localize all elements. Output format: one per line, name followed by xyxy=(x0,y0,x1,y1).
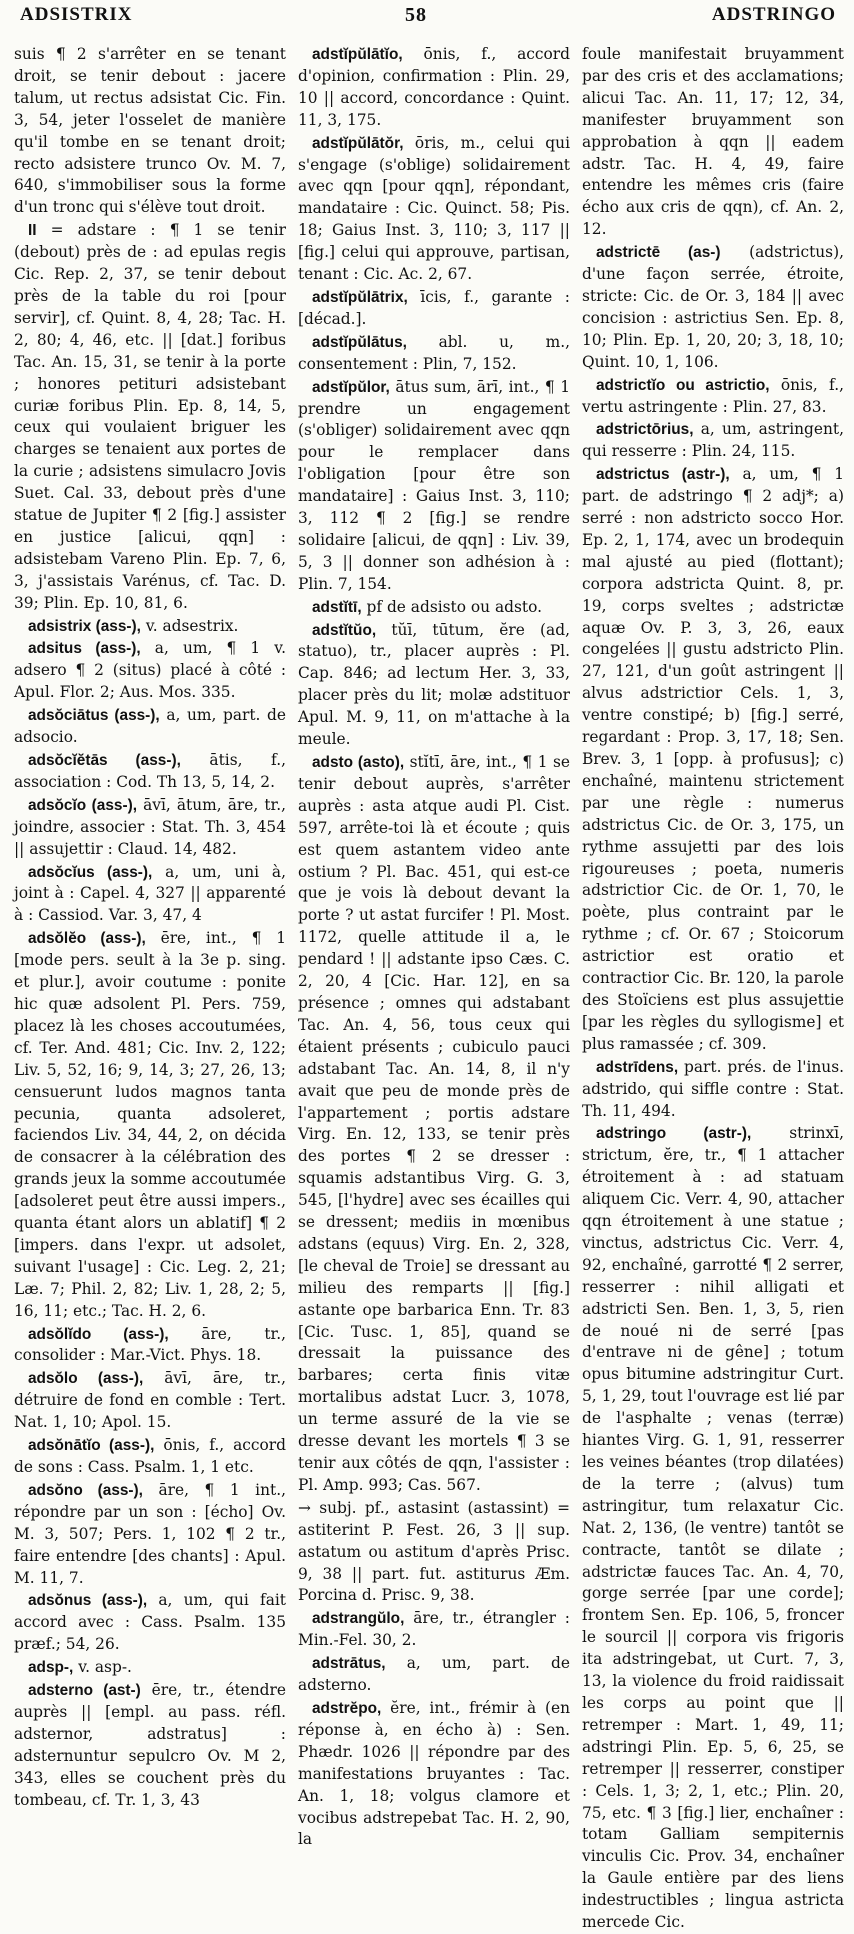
entry-headword: adstrictĭo ou astrictio, xyxy=(596,376,770,394)
dictionary-entry xyxy=(582,1123,844,1934)
entry-headword: adsitus (ass-), xyxy=(28,640,141,658)
running-head-right: ADSTRINGO xyxy=(711,4,836,25)
entry-text: stĭtī, āre, int., ¶ 1 se tenir debout auprès, s'arrêter auprès : asta atque audi Pl. Cist. 597, arrête-toi là et écoute ; quis est quem astantem video ante ostium ? Pl. Bac. 451, qui est-ce que je vois là debout devant la porte ? ut astat furcifer ! Pl. Most. 1172, quelle attitude il a, le pendard ! || adstante ipso Cæs. C. 2, 20, 4 [Cic. Har. 12], en sa présence ; omnes qui adstabant Tac. An. 4, 56, tous ceux qui étaient présents ; cubiculo pauci adstabant Tac. An. 14, 8, il n'y avait que peu de monde près de l'appartement ; portis adstare Virg. En. 12, 133, se tenir près des portes ¶ 2 se dresser : squamis adstantibus Virg. G. 3, 545, [l'hydre] avec ses écailles qui se dressent; mediis in mœnibus adstans (equus) Virg. En. 2, 328, [le cheval de Troie] se dressant au milieu des remparts || [fig.] astante ope barbarica Enn. Tr. 83 [Cic. Tusc. 1, 85], quand se dressait la puissance des barbares; certa finis vitæ mortalibus adstat Lucr. 3, 1078, un terme assuré de la vie se dresse devant les mortels ¶ 3 se tenir aux côtés de qqn, l'assister : Pl. Amp. 993; Cas. 567. xyxy=(298,753,570,1494)
entry-text: a, um, astringent, qui resserre : Plin. 24, 115. xyxy=(582,420,844,461)
entry-headword: adsto (asto), xyxy=(312,754,405,771)
entry-headword: adstringo (astr-), xyxy=(596,1125,752,1143)
entry-headword: adsŏlĕo (ass-), xyxy=(28,930,146,948)
dictionary-entry xyxy=(14,44,286,219)
dictionary-entry xyxy=(14,638,286,704)
dictionary-entry xyxy=(14,1590,286,1656)
entry-text: āvī, ātum, āre, tr., joindre, associer : Stat. Th. 3, 454 || assujettir : Claud. 14, 482. xyxy=(14,795,287,858)
entry-text: abl. u, m., consentement : Plin, 7, 152. xyxy=(298,332,570,373)
entry-headword: adstrictē (as-) xyxy=(596,244,721,262)
entry-headword: adsŏciātus (ass-), xyxy=(28,707,160,725)
dictionary-entry xyxy=(298,1653,570,1697)
dictionary-entry xyxy=(298,332,570,376)
dictionary-entry xyxy=(298,377,570,596)
dictionary-entry xyxy=(14,1368,286,1434)
entry-headword: adstĭtŭo, xyxy=(312,621,377,639)
entry-text: āre, tr., étrangler : Min.-Fel. 30, 2. xyxy=(298,1609,570,1650)
dictionary-entry xyxy=(14,1680,286,1811)
entry-text: part. prés. de l'inus. adstrido, qui siffle contre : Stat. Th. 11, 494. xyxy=(582,1057,844,1120)
column-left xyxy=(14,44,287,1809)
entry-text: a, um, uni à, joint à : Capel. 4, 327 || apparenté à : Cassiod. Var. 3, 47, 4 xyxy=(14,862,286,925)
entry-headword: adsterno (ast-) xyxy=(28,1682,141,1700)
entry-headword: adsistrix (ass-), xyxy=(28,617,141,635)
dictionary-entry xyxy=(298,620,570,751)
entry-headword: adsŏnus (ass-), xyxy=(28,1592,148,1610)
entry-headword: II xyxy=(28,222,37,240)
entry-headword: adstrātus, xyxy=(312,1655,386,1673)
entry-text: ōris, m., celui qui s'engage (s'oblige) solidairement avec qqn [pour qqn], répondant, mandataire : Cic. Quinct. 58; Pis. 18; Gaius Inst. 3, 110; 3, 117 || [fig.] celui qui approuve, partisan, tenant : Cic. Ac. 2, 67. xyxy=(298,133,570,284)
entry-text: a, um, part. de adsterno. xyxy=(298,1654,570,1695)
dictionary-entry xyxy=(14,616,286,638)
entry-headword: adsŏlo (ass-), xyxy=(28,1370,144,1388)
dictionary-entry xyxy=(14,862,286,928)
entry-text: v. adsestrix. xyxy=(145,616,239,635)
page-number: 58 xyxy=(405,4,427,26)
dictionary-entry xyxy=(14,1657,286,1679)
entry-headword: adstĭpŭlor, xyxy=(312,378,390,396)
entry-text: ĕre, int., frémir à (en réponse à, en écho à) : Sen. Phædr. 1026 || répondre par des manifestations bruyantes : Tac. An. 1, 18; volgus clamore et vocibus adstrepebat Tac. H. 2, 90, la xyxy=(298,1698,570,1849)
entry-text: āvī, āre, tr., détruire de fond en comble : Tert. Nat. 1, 10; Apol. 15. xyxy=(14,1369,286,1432)
entry-headword: adstrictōrius, xyxy=(596,421,694,439)
entry-text: ātus sum, ārī, int., ¶ 1 prendre un engagement (s'obliger) solidairement avec qqn pour le remplacer dans l'obligation [pour être son mandataire] : Gaius Inst. 3, 110; 3, 112 ¶ 2 [fig.] se rendre solidaire [alicui, de qqn] : Liv. 39, 5, 3 || donner son adhésion à : Plin. 7, 154. xyxy=(298,377,570,593)
entry-text: strinxī, strictum, ĕre, tr., ¶ 1 attacher étroitement à : ad statuam aliquem Cic. Verr. 4, 90, attacher qqn étroitement à une statue ; vinctus, adstrictus Cic. Verr. 4, 92, enchaîné, garrotté ¶ 2 serrer, resserrer : nihil alligati et adstricti Sen. Ben. 1, 3, 5, rien de noué ni de serré [pas d'entrave ni de gêne] ; totum opus bitumine adstringitur Curt. 5, 1, 29, tout l'ouvrage est lié par de l'asphalte ; venas (terræ) hiantes Virg. G. 1, 91, resserrer les veines béantes (trop dilatées) de la terre ; (alvus) tum astringitur, tum relaxatur Cic. Nat. 2, 136, (le ventre) tantôt se contracte, tantôt se dilate ; adstrictæ fauces Tac. An. 4, 70, gorge serrée [par une corde]; frontem Sen. Ep. 106, 5, froncer le sourcil || corpora vis frigoris ita adstringebat, ut Curt. 7, 3, 13, la violence du froid raidissait les corps au point que || retremper : Mart. 1, 49, 11; adstringi Plin. Ep. 5, 6, 25, se retremper || resserrer, constiper : Cels. 1, 3; 2, 1, etc.; Plin. 20, 75, etc. ¶ 3 [fig.] lier, enchaîner : totam Galliam sempiternis vinculis Cic. Prov. 34, enchaîner la Gaule entière par des liens indestructibles ; lingua astricta mercede Cic. xyxy=(582,1124,844,1932)
entry-headword: adstĭpŭlātĭo, xyxy=(312,46,403,63)
dictionary-entry xyxy=(14,1480,286,1590)
dictionary-entry xyxy=(14,1435,286,1479)
entry-text: tŭī, tūtum, ĕre (ad, statuo), tr., placer auprès : Pl. Cap. 846; ad lectum Her. 3, 33, placer près du lit; molæ adstituor Apul. M. 9, 11, on m'attache à la meule. xyxy=(298,620,570,749)
entry-text: ōnis, f., accord de sons : Cass. Psalm. 1, 1 etc. xyxy=(14,1436,286,1476)
entry-headword: adstĭpŭlātrix, xyxy=(312,288,408,306)
entry-text: a, um, qui fait accord avec : Cass. Psalm. 135 præf.; 54, 26. xyxy=(14,1591,286,1654)
entry-headword: adsp-, xyxy=(28,1659,74,1677)
entry-text: a, um, ¶ 1 v. adsero ¶ 2 (situs) placé à côté : Apul. Flor. 2; Aus. Mos. 335. xyxy=(14,639,286,702)
dictionary-entry xyxy=(582,375,844,419)
entry-headword: adstrīdens, xyxy=(596,1058,679,1076)
entry-text: ātis, f., association : Cod. Th 13, 5, 14, 2. xyxy=(14,751,286,791)
entry-headword: adstrictus (astr-), xyxy=(596,466,730,484)
dictionary-entry xyxy=(582,464,844,1055)
running-head-left: ADSISTRIX xyxy=(20,4,133,25)
page-header xyxy=(0,0,854,36)
entry-text: suis ¶ 2 s'arrêter en se tenant droit, se tenir debout : jacere talum, ut rectus adsistat Cic. Fin. 3, 54, jeter l'osselet de manière qu'il tombe en se tenant droit; recto adsistere trunco Ov. M. 7, 640, s'immobiliser sous la forme d'un tronc qui s'élève tout droit. xyxy=(14,45,286,217)
column-middle xyxy=(298,44,570,1849)
column-right xyxy=(582,44,844,1932)
entry-text: āre, tr., consolider : Mar.-Vict. Phys. 18. xyxy=(14,1324,286,1365)
entry-text: (adstrictus), d'une façon serrée, étroite, stricte: Cic. de Or. 3, 184 || avec concision : astrictius Sen. Ep. 8, 10; Plin. Ep. 1, 20, 20; 3, 18, 10; Quint. 10, 1, 106. xyxy=(582,243,844,371)
dictionary-entry xyxy=(582,44,844,241)
entry-text: → subj. pf., astasint (astassint) = astiterint P. Fest. 26, 3 || sup. astatum ou astitum d'après Prisc. 9, 38 || part. fut. astiturus Æm. Porcina d. Prisc. 9, 38. xyxy=(298,1498,570,1605)
entry-text: pf de adsisto ou adsto. xyxy=(366,597,542,616)
dictionary-entry xyxy=(298,752,570,1497)
dictionary-entry xyxy=(298,1698,570,1851)
dictionary-entry xyxy=(298,133,570,286)
entry-text: foule manifestait bruyamment par des cris et des acclamations; alicui Tac. An. 11, 17; 12, 34, manifester bruyamment son approbation à qqn || eadem adstr. Tac. H. 4, 49, faire entendre les mêmes cris (faire écho aux cris de qqn), cf. An. 2, 12. xyxy=(582,45,844,239)
entry-headword: adstrangŭlo, xyxy=(312,1610,405,1628)
entry-headword: adsŏcĭĕtās (ass-), xyxy=(28,752,181,769)
dictionary-entry xyxy=(14,220,286,614)
dictionary-entry xyxy=(14,750,286,794)
entry-text: ōnis, f., vertu astringente : Plin. 27, 83. xyxy=(582,375,844,416)
entry-headword: adsŏcĭo (ass-), xyxy=(28,796,137,814)
dictionary-entry xyxy=(298,287,570,331)
dictionary-entry xyxy=(14,705,286,749)
entry-text: v. asp-. xyxy=(78,1658,132,1677)
entry-headword: adstĭpŭlātŏr, xyxy=(312,134,404,152)
dictionary-entry xyxy=(298,597,570,619)
entry-headword: adstrĕpo, xyxy=(312,1699,382,1717)
dictionary-entry xyxy=(14,1324,286,1368)
dictionary-entry xyxy=(582,242,844,373)
entry-headword: adstĭpŭlātus, xyxy=(312,333,407,351)
entry-text: ēre, tr., étendre auprès || [empl. au pass. réfl. adsternor, adstratus] : adsternuntur sepulcro Ov. M 2, 343, elles se couchent près du tombeau, cf. Tr. 1, 3, 43 xyxy=(14,1681,286,1809)
entry-headword: adsŏnātĭo (ass-), xyxy=(28,1437,155,1455)
entry-text: ēre, int., ¶ 1 [mode pers. seult à la 3e p. sing. et plur.], avoir coutume : ponite hic quæ adsolent Pl. Pers. 759, placez là les choses accoutumées, cf. Ter. And. 481; Cic. Inv. 2, 122; Liv. 5, 52, 16; 9, 14, 3; 27, 26, 13; censuerunt ludos magnos tanta pecunia, quanta adsoleret, faciendos Liv. 34, 44, 2, on décida de consacrer à la célébration des grands jeux la somme accoutumée [adsoleret peut être aussi impers., quanta étant alors un ablatif] ¶ 2 [impers. dans l'expr. ut adsolet, suivant l'usage] : Cic. Leg. 2, 21; Læ. 7; Phil. 2, 82; Liv. 1, 28, 2; 5, 16, 11; etc.; Tac. H. 2, 6. xyxy=(14,929,287,1320)
dictionary-entry xyxy=(582,419,844,463)
entry-text: ōnis, f., accord d'opinion, confirmation : Plin. 29, 10 || accord, concordance : Quint. 11, 3, 175. xyxy=(298,45,570,129)
dictionary-entry xyxy=(14,795,286,861)
entry-headword: adsŏno (ass-), xyxy=(28,1481,143,1499)
entry-text: a, um, ¶ 1 part. de adstringo ¶ 2 adj*; a) serré : non adstricto socco Hor. Ep. 2, 1, 174, avec un brodequin mal ajusté au pied (flottant); corpora adstricta Quint. 8, pr. 19, corps sveltes ; adstrictæ aquæ Ov. P. 3, 3, 26, eaux congelées || gustu adstricto Plin. 27, 121, d'un goût astringent || alvus adstrictior Cels. 1, 3, ventre constipé; b) [fig.] serré, regardant : Prop. 3, 17, 18; Sen. Brev. 3, 1 [opp. à profusus]; c) enchaîné, maintenu strictement par une règle : numerus adstrictus Cic. de Or. 3, 175, un rythme assujetti par des lois rigoureuses ; poeta, numeris adstrictior Cic. de Or. 1, 70, le poète, plus contraint par le rythme ; cf. Or. 67 ; Stoicorum astrictior est oratio et contractior Cic. Br. 120, la parole des Stoïciens est plus assujettie [par les règles du syllogisme] et plus ramassée ; cf. 309. xyxy=(582,465,844,1053)
entry-text: āre, ¶ 1 int., répondre par un son : [écho] Ov. M. 3, 507; Pers. 1, 102 ¶ 2 tr., faire entendre [des chants] : Apul. M. 11, 7. xyxy=(14,1480,286,1587)
entry-text: īcis, f., garante : [décad.]. xyxy=(298,287,570,328)
entry-text: = adstare : ¶ 1 se tenir (debout) près de : ad epulas regis Cic. Rep. 2, 37, se tenir debout près de la table du roi [pour servir], cf. Quint. 8, 4, 28; Tac. H. 2, 80; 4, 46, etc. || [dat.] foribus Tac. An. 15, 31, se tenir à la porte ; honores petituri adsistebant curiæ foribus Plin. Ep. 8, 14, 5, ceux qui voulaient briguer les charges se tenaient aux portes de la curie ; adsistens simulacro Jovis Suet. Cal. 33, debout près d'une statue de Jupiter ¶ 2 [fig.] assister en justice [alicui, qqn] : adsistebam Vareno Plin. Ep. 7, 6, 3, j'assistais Varénus, cf. Tac. D. 39; Plin. Ep. 10, 81, 6. xyxy=(14,221,286,612)
entry-headword: adsŏlĭdo (ass-), xyxy=(28,1325,169,1343)
dictionary-entry xyxy=(298,1608,570,1652)
entry-text: a, um, part. de adsocio. xyxy=(14,706,286,747)
dictionary-entry xyxy=(14,928,286,1322)
entry-headword: adsŏcĭus (ass-), xyxy=(28,863,153,881)
dictionary-entry xyxy=(298,1498,570,1608)
entry-headword: adstĭtī, xyxy=(312,598,362,616)
dictionary-entry xyxy=(582,1057,844,1123)
dictionary-entry xyxy=(298,44,570,132)
